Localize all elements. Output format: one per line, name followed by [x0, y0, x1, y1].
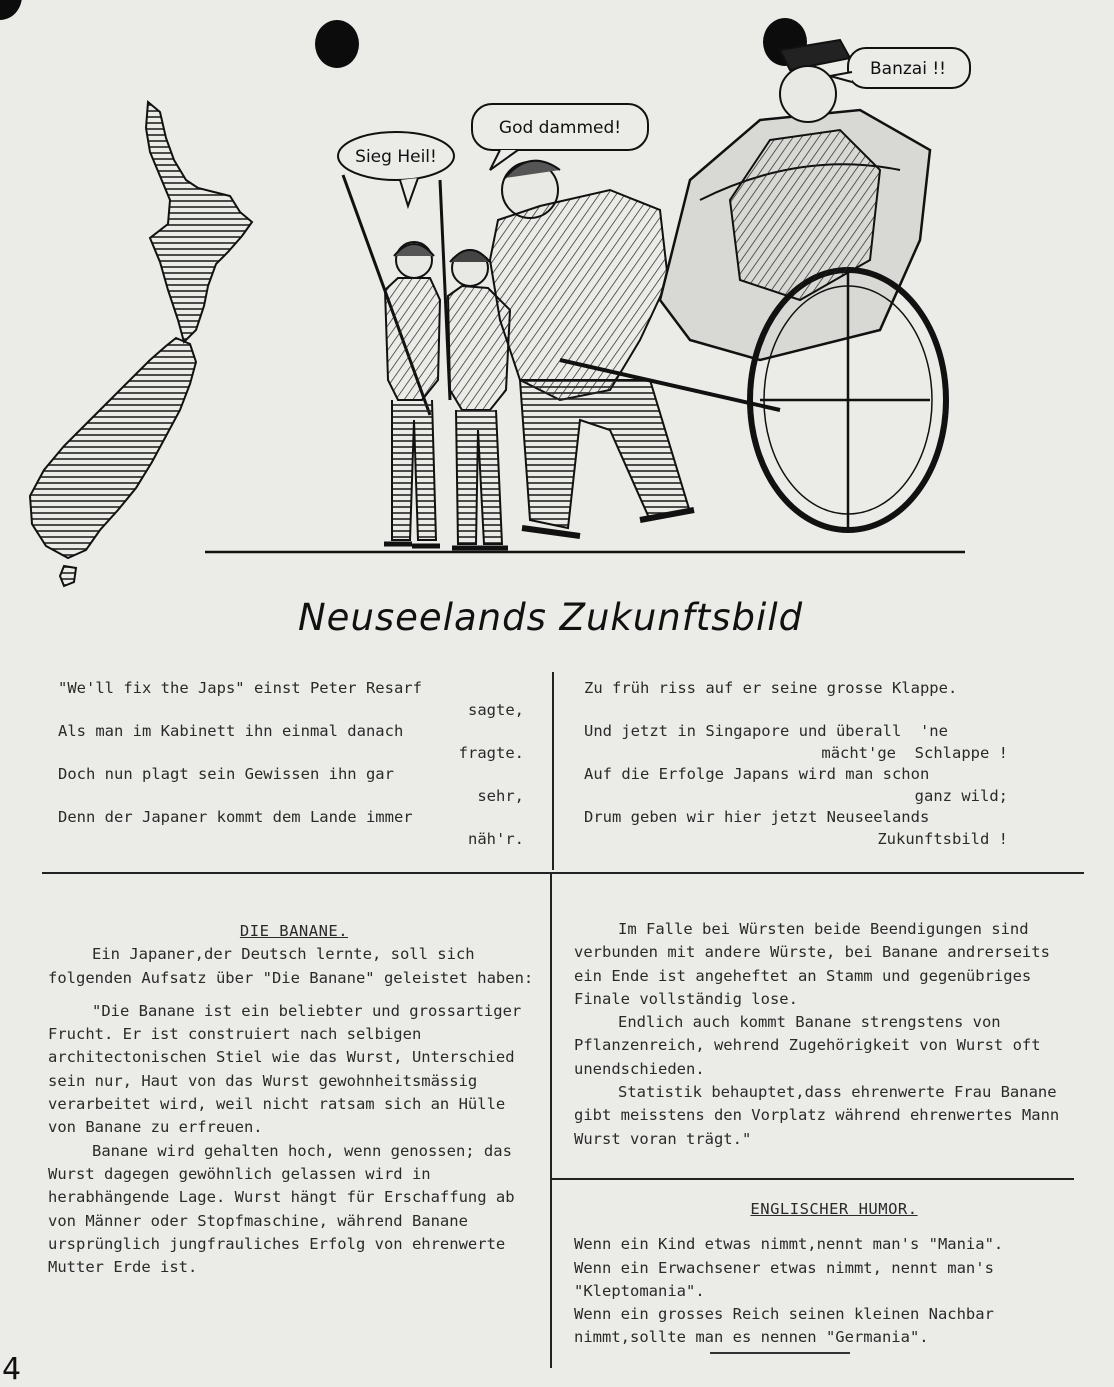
speech-bubble-carrier	[472, 104, 648, 170]
article-banane	[48, 920, 540, 1279]
poem-line: Doch nun plagt sein Gewissen ihn gar	[58, 765, 394, 783]
south-island-map	[30, 338, 196, 558]
article-heading-humor: ENGLISCHER HUMOR.	[750, 1200, 918, 1218]
rickshaw-puller	[490, 161, 694, 536]
poem-line: näh'r.	[468, 829, 524, 848]
page-number: 4	[2, 1352, 22, 1387]
poem-line: sagte,	[468, 700, 524, 719]
column-divider-poem	[552, 672, 554, 870]
article-paragraph: Im Falle bei Würsten beide Beendigungen sind verbunden mit andere Würste, bei Banane andrerseits ein Ende ist angeheftet an Stamm und gegenübriges Finale vollständig lose.	[574, 920, 1050, 1008]
poem-line: Denn der Japaner kommt dem Lande immer	[58, 808, 413, 826]
horizontal-rule-main	[42, 872, 1084, 874]
north-island-map	[146, 102, 252, 342]
article-banane-continued	[574, 918, 1060, 1151]
column-divider-articles	[550, 874, 552, 1368]
poem-right-column	[584, 678, 1008, 850]
humor-line: Wenn ein Kind etwas nimmt,nennt man's "Mania".	[574, 1235, 1004, 1254]
soldier-left	[343, 175, 440, 546]
humor-line: Wenn ein grosses Reich seinen kleinen Nachbar nimmt,sollte man es nennen "Germania".	[574, 1305, 994, 1347]
stewart-island-map	[60, 566, 76, 586]
horizontal-rule-humor	[552, 1178, 1074, 1180]
humor-line: Wenn ein Erwachsener etwas nimmt, nennt man's "Kleptomania".	[574, 1258, 994, 1300]
poem-left-column	[58, 678, 524, 850]
article-paragraph: Statistik behauptet,dass ehrenwerte Frau Banane gibt meisstens den Vorplatz während ehrenwertes Mann Wurst voran trägt."	[574, 1083, 1060, 1148]
poem-line	[584, 700, 1008, 722]
end-rule	[710, 1352, 850, 1354]
poem-line: Auf die Erfolge Japans wird man schon	[584, 765, 930, 783]
article-paragraph: Ein Japaner,der Deutsch lernte, soll sich folgenden Aufsatz über "Die Banane" geleistet haben:	[48, 945, 534, 987]
cartoon-illustration	[0, 0, 1114, 590]
bubble-text-carrier: God dammed!	[498, 118, 622, 138]
poem-line: ganz wild;	[914, 786, 1008, 805]
article-heading-banane: DIE BANANE.	[239, 922, 349, 940]
speech-bubble-soldiers	[338, 132, 454, 206]
speech-bubble-rider	[830, 48, 970, 88]
bubble-text-rider: Banzai !!	[870, 59, 946, 79]
article-paragraph: Banane wird gehalten hoch, wenn genossen; das Wurst dagegen gewöhnlich gelassen wird in herabhängende Lage. Wurst hängt für Erschaffung ab von Männer oder Stopfmaschine, während Banane ursprünglich jungfrauliches Erfolg von ehrenwerte Mutter Erde ist.	[48, 1141, 515, 1277]
bubble-text-soldiers: Sieg Heil!	[355, 147, 437, 167]
poem-line: Zu früh riss auf er seine grosse Klappe.	[584, 679, 958, 697]
poem-line: Zukunftsbild !	[877, 829, 1008, 848]
poem-line: Als man im Kabinett ihn einmal danach	[58, 722, 404, 740]
article-paragraph: Endlich auch kommt Banane strengstens von Pflanzenreich, wehrend Zugehörigkeit von Wurst oft unendschieden.	[574, 1013, 1041, 1078]
poem-line: Drum geben wir hier jetzt Neuseelands	[584, 808, 930, 826]
page-title: Neuseelands Zukunftsbild	[298, 596, 804, 639]
poem-line: sehr,	[477, 786, 524, 805]
poem-line: Und jetzt in Singapore und überall 'ne	[584, 722, 948, 740]
poem-line: fragte.	[458, 743, 524, 762]
article-englischer-humor	[574, 1198, 1094, 1350]
poem-line: mächt'ge Schlappe !	[821, 743, 1008, 762]
poem-line: "We'll fix the Japs" einst Peter Resarf	[58, 679, 422, 697]
article-paragraph: "Die Banane ist ein beliebter und grossartiger Frucht. Er ist construiert nach selbigen architectonischen Stiel wie das Wurst, Unterschied sein nur, Haut von das Wurst gewohnheitsmässig verarbeitet wird, weil nicht ratsam sich an Hülle von Banane zu erfreuen.	[48, 1001, 522, 1137]
